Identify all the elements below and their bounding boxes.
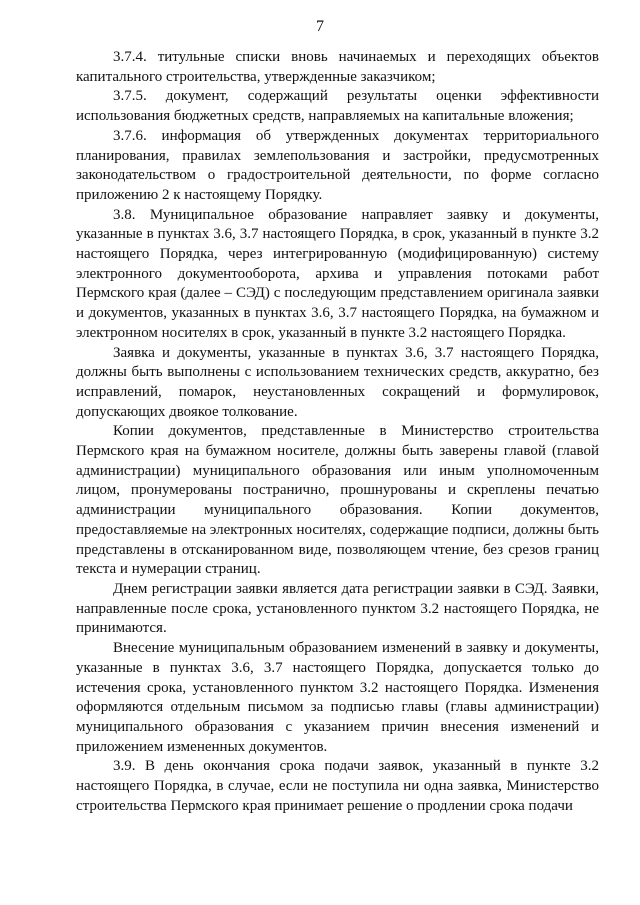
- paragraph-3-7-5: 3.7.5. документ, содержащий результаты оценки эффективности использования бюджетных средств, направляемых на капитальные вложения;: [76, 88, 599, 125]
- paragraph-registration-date: Днем регистрации заявки является дата регистрации заявки в СЭД. Заявки, направленные после срока, установленного пунктом 3.2 настоящего Порядка, не принимаются.: [76, 580, 599, 637]
- paragraph-3-7-6: 3.7.6. информация об утвержденных документах территориального планирования, правилах землепользования и застройки, предусмотренных законодательством о градостроительной деятельности, по форме согласно приложению 2 к настоящему Порядку.: [76, 127, 599, 203]
- document-body: [76, 48, 599, 816]
- paragraph-3-7-4: 3.7.4. титульные списки вновь начинаемых и переходящих объектов капитального строительства, утвержденные заказчиком;: [76, 49, 599, 85]
- paragraph-requirements: Заявка и документы, указанные в пунктах 3.6, 3.7 настоящего Порядка, должны быть выполнены с использованием технических средств, аккуратно, без исправлений, помарок, неустановленных сокращений и формулировок, допускающих двоякое толкование.: [76, 344, 599, 420]
- paragraph-3-9: 3.9. В день окончания срока подачи заявок, указанный в пункте 3.2 настоящего Порядка, в случае, если не поступила ни одна заявка, Министерство строительства Пермского края принимает решение о продлении срока подачи: [76, 758, 599, 814]
- paragraph-changes: Внесение муниципальным образованием изменений в заявку и документы, указанные в пунктах 3.6, 3.7 настоящего Порядка, допускается только до истечения срока, установленного пунктом 3.2 настоящего Порядка. Изменения оформляются отдельным письмом за подписью главы (главы администрации) муниципального образования с указанием причин внесения изменений и приложением измененных документов.: [76, 640, 599, 755]
- paragraph-copies: Копии документов, представленные в Министерство строительства Пермского края на бумажном носителе, должны быть заверены главой (главой администрации) муниципального образования или иным уполномоченным лицом, пронумерованы постранично, прошнурованы и скреплены печатью администрации муниципального образования. Копии документов, предоставляемые на электронных носителях, содержащие подписи, должны быть представлены в отсканированном виде, позволяющем чтение, без срезов границ текста и нумерации страниц.: [76, 423, 599, 578]
- page-number: 7: [316, 18, 324, 35]
- paragraph-3-8: 3.8. Муниципальное образование направляет заявку и документы, указанные в пунктах 3.6, 3.7 настоящего Порядка, в срок, указанный в пункте 3.2 настоящего Порядка, через интегрированную (модифицированную) систему электронного документооборота, архива и управления потоками работ Пермского края (далее – СЭД) с последующим представлением оригинала заявки и документов, указанных в пунктах 3.6, 3.7 настоящего Порядка, на бумажном и электронном носителях в срок, указанный в пункте 3.2 настоящего Порядка.: [76, 206, 599, 341]
